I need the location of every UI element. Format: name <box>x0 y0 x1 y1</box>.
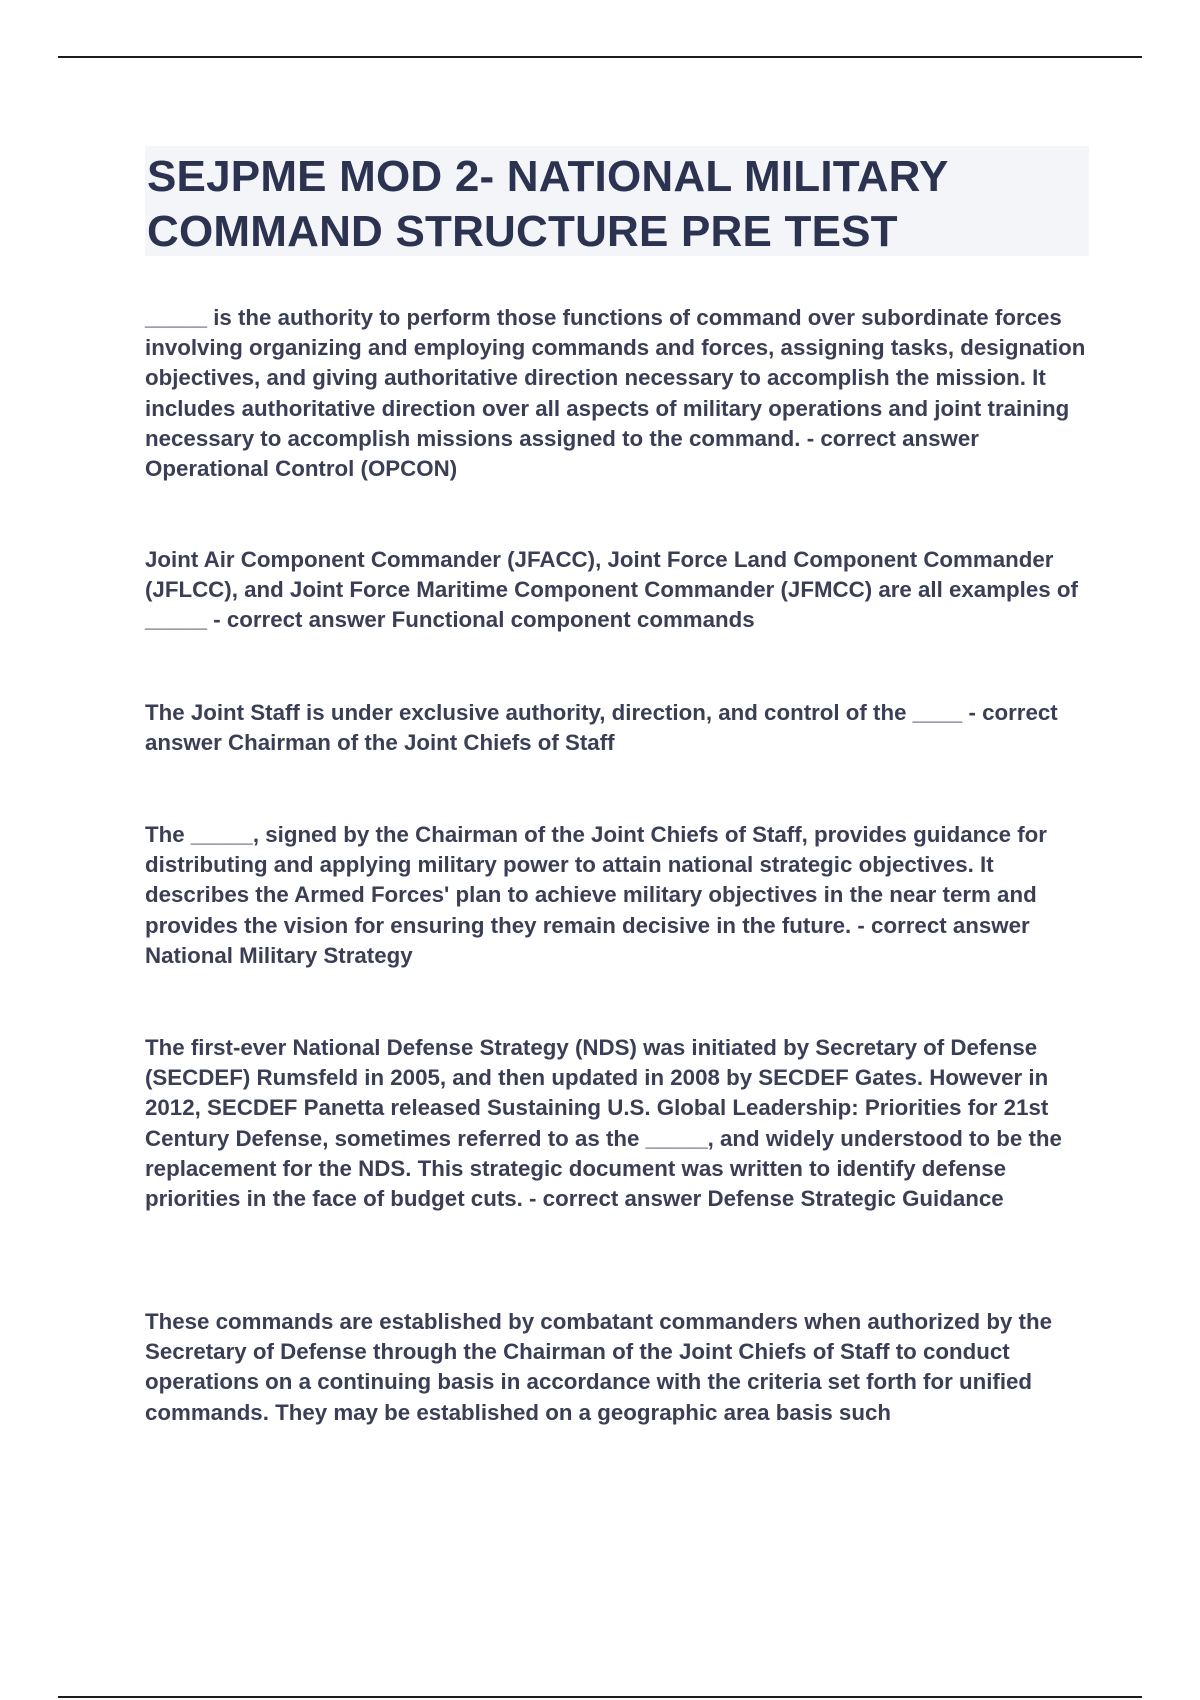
page-title <box>147 149 1085 259</box>
header-rule <box>58 56 1142 58</box>
answer-text: Operational Control (OPCON) <box>145 456 458 482</box>
answer-text: Chairman of the Joint Chiefs of Staff <box>228 730 615 756</box>
answer-separator: - correct answer <box>522 1186 708 1212</box>
question-text: The Joint Staff is under exclusive authority, direction, and control of the ____ <box>145 700 963 725</box>
qa-item-4 <box>145 820 1095 971</box>
question-text: These commands are established by combatant commanders when authorized by the Secretary of Defense through the Chairman of the Joint Chiefs of Staff to conduct operations on a continuing basis in accordance with the criteria set forth for unified commands. They may be established on a geographic area basis such <box>145 1309 1052 1425</box>
answer-separator: - correct answer <box>851 912 1030 938</box>
answer-separator: - correct answer <box>207 607 392 633</box>
question-text: Joint Air Component Commander (JFACC), Joint Force Land Component Commander (JFLCC), and Joint Force Maritime Component Commander (JFMCC) are all examples of _____ <box>145 547 1078 633</box>
question-text: The _____, signed by the Chairman of the Joint Chiefs of Staff, provides guidance for distributing and applying military power to attain national strategic objectives. It describes the Armed Forces' plan to achieve military objectives in the near term and provides the vision for ensuring they remain decisive in the future. <box>145 822 1047 938</box>
qa-item-6 <box>145 1307 1095 1428</box>
question-text: _____ is the authority to perform those functions of command over subordinate forces involving organizing and employing commands and forces, assigning tasks, designation objectives, and giving authoritative direction necessary to accomplish the mission. It includes authoritative direction over all aspects of military operations and joint training necessary to accomplish missions assigned to the command. <box>145 305 1086 451</box>
footer-rule <box>58 1696 1142 1698</box>
answer-separator: - correct answer <box>800 425 979 451</box>
answer-text: Functional component commands <box>391 607 755 633</box>
qa-item-5 <box>145 1033 1095 1214</box>
qa-item-1 <box>145 303 1095 484</box>
title-line-2: COMMAND STRUCTURE PRE TEST <box>147 207 898 256</box>
answer-text: Defense Strategic Guidance <box>707 1186 1004 1212</box>
answer-text: National Military Strategy <box>145 942 413 968</box>
answer-separator: - correct answer <box>145 700 1058 756</box>
qa-item-2 <box>145 545 1095 636</box>
question-text: The first-ever National Defense Strategy (NDS) was initiated by Secretary of Defense (SECDEF) Rumsfeld in 2005, and then updated in 2008 by SECDEF Gates. However in 2012, SECDEF Panetta released Sustaining U.S. Global Leadership: Priorities for 21st Century Defense, sometimes referred to as the _____, and widely understood to be the replacement for the NDS. This strategic document was written to identify defense priorities in the face of budget cuts. <box>145 1035 1062 1212</box>
title-line-1: SEJPME MOD 2- NATIONAL MILITARY <box>147 152 949 201</box>
title-block <box>145 146 1089 256</box>
qa-item-3 <box>145 698 1095 758</box>
